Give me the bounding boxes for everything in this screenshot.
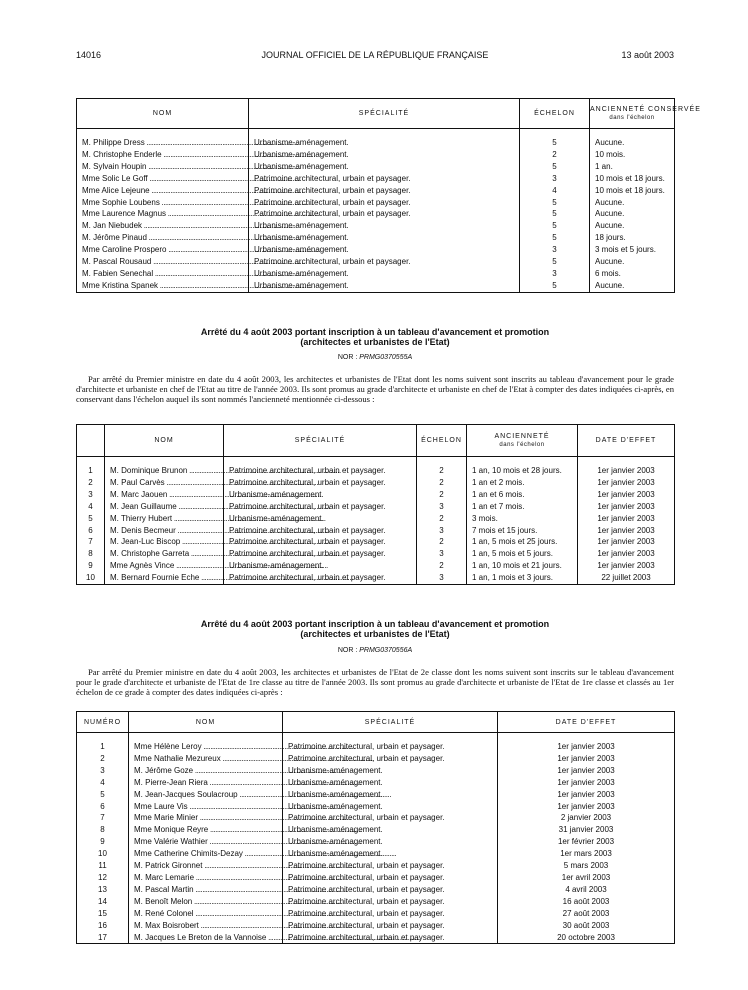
- cell-anciennete: 1 an, 1 mois et 3 jours.: [467, 572, 578, 584]
- cell-nom: M. Patrick Gironnet .....: [129, 860, 283, 872]
- col-header-echelon: ÉCHELON: [417, 425, 467, 457]
- table-row: [77, 208, 675, 220]
- table-row: [77, 197, 675, 209]
- cell-specialite: Patrimoine architectural, urbain et paysager.: [283, 884, 498, 896]
- table-row: [77, 812, 675, 824]
- spacer-cell: [77, 457, 105, 466]
- cell-echelon: 5: [520, 161, 590, 173]
- cell-specialite: Urbanisme-aménagement.: [224, 489, 417, 501]
- cell-date: 1er février 2003: [498, 836, 675, 848]
- cell-echelon: 5: [520, 208, 590, 220]
- cell-echelon: 2: [417, 489, 467, 501]
- cell-echelon: 5: [520, 220, 590, 232]
- cell-specialite: Urbanisme-aménagement.: [249, 137, 520, 149]
- cell-date: 4 avril 2003: [498, 884, 675, 896]
- cell-nom: Mme Laure Vis .....: [129, 801, 283, 813]
- cell-nom: M. Sylvain Houpin .....: [77, 161, 249, 173]
- cell-num: 16: [77, 920, 129, 932]
- table-row: [77, 137, 675, 149]
- cell-anciennete: 10 mois et 18 jours.: [590, 173, 675, 185]
- cell-nom: Mme Hélène Leroy .....: [129, 741, 283, 753]
- page-number: 14016: [76, 50, 102, 60]
- cell-nom: M. René Colonel .....: [129, 908, 283, 920]
- cell-specialite: Urbanisme-aménagement.: [283, 777, 498, 789]
- spacer-cell: [520, 129, 590, 138]
- nor-label: NOR :: [337, 354, 358, 361]
- cell-num: 7: [77, 536, 105, 548]
- cell-echelon: 3: [417, 501, 467, 513]
- spacer-cell: [578, 457, 675, 466]
- table-row: [77, 765, 675, 777]
- col-header-numero: NUMÉRO: [77, 712, 129, 733]
- cell-date: 30 août 2003: [498, 920, 675, 932]
- cell-specialite: Urbanisme-aménagement.: [283, 824, 498, 836]
- table-row: [77, 149, 675, 161]
- cell-num: 2: [77, 753, 129, 765]
- table-row: [77, 741, 675, 753]
- col-header-nom: NOM: [105, 425, 224, 457]
- cell-num: 14: [77, 896, 129, 908]
- table-row: [77, 220, 675, 232]
- col-header-nom: NOM: [77, 99, 249, 129]
- cell-num: 1: [77, 465, 105, 477]
- cell-nom: Mme Solic Le Goff .....: [77, 173, 249, 185]
- cell-anciennete: 1 an.: [590, 161, 675, 173]
- col-header-num: [77, 425, 105, 457]
- cell-specialite: Urbanisme-aménagement.: [249, 220, 520, 232]
- table-row: [77, 789, 675, 801]
- table-row: [77, 896, 675, 908]
- spacer-cell: [77, 129, 249, 138]
- table-row: [77, 836, 675, 848]
- cell-specialite: Patrimoine architectural, urbain et paysager.: [224, 536, 417, 548]
- cell-nom: Mme Marie Minier .....: [129, 812, 283, 824]
- cell-date: 2 janvier 2003: [498, 812, 675, 824]
- cell-echelon: 3: [417, 572, 467, 584]
- cell-anciennete: 1 an et 6 mois.: [467, 489, 578, 501]
- cell-anciennete: 1 an, 10 mois et 28 jours.: [467, 465, 578, 477]
- section3-title: [76, 619, 674, 639]
- table-row: [77, 244, 675, 256]
- cell-date: 5 mars 2003: [498, 860, 675, 872]
- cell-echelon: 3: [520, 268, 590, 280]
- cell-anciennete: 7 mois et 15 jours.: [467, 525, 578, 537]
- col-header-echelon: ÉCHELON: [520, 99, 590, 129]
- cell-specialite: Patrimoine architectural, urbain et paysager.: [283, 896, 498, 908]
- cell-nom: Mme Sophie Loubens .....: [77, 197, 249, 209]
- cell-num: 11: [77, 860, 129, 872]
- cell-date: 22 juillet 2003: [578, 572, 675, 584]
- cell-date: 1er janvier 2003: [578, 525, 675, 537]
- cell-num: 9: [77, 560, 105, 572]
- cell-specialite: Patrimoine architectural, urbain et paysager.: [283, 908, 498, 920]
- cell-date: 1er janvier 2003: [498, 789, 675, 801]
- cell-nom: M. Thierry Hubert .....: [105, 513, 224, 525]
- cell-specialite: Urbanisme-aménagement.: [249, 149, 520, 161]
- table-row: [77, 884, 675, 896]
- cell-date: 1er janvier 2003: [578, 513, 675, 525]
- cell-nom: M. Dominique Brunon .....: [105, 465, 224, 477]
- table-row: [77, 872, 675, 884]
- cell-anciennete: Aucune.: [590, 197, 675, 209]
- section2-title-line2: (architectes et urbanistes de l'Etat): [300, 337, 450, 347]
- section3-title-line1: Arrêté du 4 août 2003 portant inscription à un tableau d'avancement et promotion: [200, 619, 550, 629]
- cell-num: 5: [77, 513, 105, 525]
- cell-nom: M. Jacques Le Breton de la Vannoise .....: [129, 932, 283, 944]
- cell-specialite: Patrimoine architectural, urbain et paysager.: [249, 256, 520, 268]
- cell-specialite: Urbanisme-aménagement.: [283, 789, 498, 801]
- spacer-cell: [283, 733, 498, 742]
- table-row: [77, 560, 675, 572]
- cell-date: 27 août 2003: [498, 908, 675, 920]
- cell-echelon: 2: [417, 513, 467, 525]
- cell-specialite: Urbanisme-aménagement.: [283, 765, 498, 777]
- table-row: [77, 932, 675, 944]
- cell-nom: M. Jérôme Goze .....: [129, 765, 283, 777]
- cell-specialite: Patrimoine architectural, urbain et paysager.: [224, 525, 417, 537]
- table-row: [77, 477, 675, 489]
- spacer-cell: [417, 457, 467, 466]
- table-promotion-chef: [76, 424, 675, 585]
- table1-body: [77, 129, 675, 293]
- cell-anciennete: Aucune.: [590, 137, 675, 149]
- cell-nom: M. Pierre-Jean Riera .....: [129, 777, 283, 789]
- table2-body: [77, 457, 675, 585]
- cell-date: 16 août 2003: [498, 896, 675, 908]
- cell-nom: M. Marc Jaouen .....: [105, 489, 224, 501]
- cell-specialite: Patrimoine architectural, urbain et paysager.: [283, 812, 498, 824]
- cell-num: 9: [77, 836, 129, 848]
- cell-anciennete: Aucune.: [590, 220, 675, 232]
- table-row: [77, 513, 675, 525]
- cell-specialite: Patrimoine architectural, urbain et paysager.: [224, 477, 417, 489]
- cell-date: 1er janvier 2003: [578, 548, 675, 560]
- cell-specialite: Patrimoine architectural, urbain et paysager.: [283, 741, 498, 753]
- table-anciennete-conservee: [76, 98, 701, 293]
- cell-date: 1er janvier 2003: [498, 777, 675, 789]
- cell-num: 4: [77, 501, 105, 513]
- cell-nom: Mme Kristina Spanek .....: [77, 280, 249, 292]
- nor-code: PRMG0370555A: [359, 354, 413, 361]
- cell-anciennete: 1 an, 5 mois et 5 jours.: [467, 548, 578, 560]
- table-row: [77, 232, 675, 244]
- spacer-cell: [498, 733, 675, 742]
- cell-specialite: Patrimoine architectural, urbain et paysager.: [283, 860, 498, 872]
- cell-date: 1er janvier 2003: [578, 560, 675, 572]
- col-header-specialite: SPÉCIALITÉ: [283, 712, 498, 733]
- table-row: [77, 548, 675, 560]
- cell-nom: M. Benoît Melon .....: [129, 896, 283, 908]
- spacer-cell: [590, 129, 675, 138]
- cell-nom: M. Christophe Enderle .....: [77, 149, 249, 161]
- cell-num: 13: [77, 884, 129, 896]
- cell-specialite: Urbanisme-aménagement.: [249, 244, 520, 256]
- cell-num: 3: [77, 489, 105, 501]
- cell-num: 8: [77, 824, 129, 836]
- cell-specialite: Patrimoine architectural, urbain et paysager.: [283, 753, 498, 765]
- col-header-anciennete: ANCIENNETÉ dans l'échelon: [467, 425, 578, 457]
- cell-specialite: Patrimoine architectural, urbain et paysager.: [283, 920, 498, 932]
- cell-date: 1er janvier 2003: [498, 741, 675, 753]
- cell-num: 4: [77, 777, 129, 789]
- cell-anciennete: 1 an, 5 mois et 25 jours.: [467, 536, 578, 548]
- cell-num: 1: [77, 741, 129, 753]
- spacer-cell: [105, 457, 224, 466]
- cell-date: 1er janvier 2003: [498, 765, 675, 777]
- spacer-cell: [249, 129, 520, 138]
- cell-date: 1er janvier 2003: [578, 477, 675, 489]
- cell-specialite: Urbanisme-aménagement.: [224, 513, 417, 525]
- table-row: [77, 465, 675, 477]
- table-row: [77, 525, 675, 537]
- nor-code: PRMG0370556A: [359, 647, 413, 654]
- cell-date: 1er janvier 2003: [578, 536, 675, 548]
- cell-date: 1er avril 2003: [498, 872, 675, 884]
- section2-nor: [76, 354, 674, 361]
- cell-specialite: Urbanisme-aménagement.: [249, 280, 520, 292]
- cell-specialite: Patrimoine architectural, urbain et paysager.: [283, 872, 498, 884]
- cell-specialite: Patrimoine architectural, urbain et paysager.: [283, 932, 498, 944]
- table-promotion-1re-classe: [76, 711, 675, 944]
- cell-num: 2: [77, 477, 105, 489]
- col-header-specialite: SPÉCIALITÉ: [249, 99, 520, 129]
- cell-specialite: Urbanisme-aménagement.: [249, 161, 520, 173]
- cell-echelon: 5: [520, 280, 590, 292]
- table-row: [77, 489, 675, 501]
- table3-body: [77, 733, 675, 944]
- cell-specialite: Patrimoine architectural, urbain et paysager.: [224, 572, 417, 584]
- section3-title-line2: (architectes et urbanistes de l'Etat): [300, 629, 450, 639]
- cell-date: 1er janvier 2003: [578, 501, 675, 513]
- cell-date: 1er mars 2003: [498, 848, 675, 860]
- table-row: [77, 801, 675, 813]
- cell-nom: M. Jean-Jacques Soulacroup .....: [129, 789, 283, 801]
- cell-num: 15: [77, 908, 129, 920]
- cell-nom: M. Philippe Dress .....: [77, 137, 249, 149]
- cell-date: 1er janvier 2003: [498, 801, 675, 813]
- cell-date: 31 janvier 2003: [498, 824, 675, 836]
- issue-date: 13 août 2003: [621, 50, 674, 60]
- spacer-row: [77, 129, 675, 138]
- table-row: [77, 268, 675, 280]
- cell-echelon: 2: [417, 465, 467, 477]
- cell-echelon: 2: [417, 536, 467, 548]
- table-row: [77, 860, 675, 872]
- table-row: [77, 920, 675, 932]
- cell-anciennete: Aucune.: [590, 208, 675, 220]
- col-header-anciennete: ANCIENNETÉ CONSERVÉE dans l'échelon: [590, 99, 675, 129]
- cell-specialite: Urbanisme-aménagement.: [224, 560, 417, 572]
- table-row: [77, 572, 675, 584]
- cell-date: 1er janvier 2003: [578, 489, 675, 501]
- page-header: [76, 50, 674, 62]
- cell-echelon: 4: [520, 185, 590, 197]
- cell-nom: Mme Catherine Chimits-Dezay .....: [129, 848, 283, 860]
- table-row: [77, 536, 675, 548]
- cell-num: 10: [77, 572, 105, 584]
- cell-num: 6: [77, 801, 129, 813]
- cell-nom: Mme Alice Lejeune .....: [77, 185, 249, 197]
- section2-title: [76, 327, 674, 347]
- cell-anciennete: Aucune.: [590, 280, 675, 292]
- spacer-cell: [129, 733, 283, 742]
- cell-nom: M. Jan Niebudek .....: [77, 220, 249, 232]
- cell-num: 6: [77, 525, 105, 537]
- cell-num: 12: [77, 872, 129, 884]
- cell-nom: Mme Monique Reyre .....: [129, 824, 283, 836]
- cell-num: 10: [77, 848, 129, 860]
- section2-paragraph: Par arrêté du Premier ministre en date du 4 août 2003, les architectes et urbanistes de l'Etat dont les noms suivent sont inscrits au tableau d'avancement pour le grade d'architecte et urbaniste en chef de l'Etat au titre de l'année 2003. Ils sont promus au grade d'architecte et urbaniste en chef de l'Etat à compter des dates indiquées ci-après, en conservant dans l'échelon auquel ils sont nommés l'ancienneté mentionnée ci-dessous :: [76, 374, 674, 404]
- cell-date: 1er janvier 2003: [498, 753, 675, 765]
- cell-specialite: Patrimoine architectural, urbain et paysager.: [224, 465, 417, 477]
- cell-num: 8: [77, 548, 105, 560]
- cell-nom: M. Marc Lemarie .....: [129, 872, 283, 884]
- cell-nom: Mme Valérie Wathier .....: [129, 836, 283, 848]
- spacer-cell: [224, 457, 417, 466]
- cell-num: 17: [77, 932, 129, 944]
- cell-nom: M. Bernard Fournie Eche .....: [105, 572, 224, 584]
- cell-anciennete: 1 an et 7 mois.: [467, 501, 578, 513]
- cell-nom: M. Pascal Rousaud .....: [77, 256, 249, 268]
- cell-nom: M. Pascal Martin .....: [129, 884, 283, 896]
- cell-nom: M. Jean-Luc Biscop .....: [105, 536, 224, 548]
- cell-specialite: Patrimoine architectural, urbain et paysager.: [224, 501, 417, 513]
- table-row: [77, 824, 675, 836]
- cell-nom: Mme Caroline Prospero .....: [77, 244, 249, 256]
- section2-title-line1: Arrêté du 4 août 2003 portant inscription à un tableau d'avancement et promotion: [200, 327, 550, 337]
- cell-anciennete: 3 mois et 5 jours.: [590, 244, 675, 256]
- col-header-date: DATE D'EFFET: [498, 712, 675, 733]
- cell-nom: M. Denis Becmeur .....: [105, 525, 224, 537]
- cell-nom: Mme Agnès Vince .....: [105, 560, 224, 572]
- cell-specialite: Patrimoine architectural, urbain et paysager.: [249, 197, 520, 209]
- table-row: [77, 280, 675, 292]
- cell-echelon: 5: [520, 197, 590, 209]
- cell-specialite: Urbanisme-aménagement.: [249, 232, 520, 244]
- cell-specialite: Patrimoine architectural, urbain et paysager.: [249, 185, 520, 197]
- table-row: [77, 777, 675, 789]
- col-header-date: DATE D'EFFET: [578, 425, 675, 457]
- cell-echelon: 5: [520, 232, 590, 244]
- cell-nom: M. Max Boisrobert .....: [129, 920, 283, 932]
- spacer-cell: [77, 733, 129, 742]
- cell-echelon: 3: [417, 525, 467, 537]
- cell-nom: Mme Nathalie Mezureux .....: [129, 753, 283, 765]
- cell-anciennete: 1 an et 2 mois.: [467, 477, 578, 489]
- table-row: [77, 501, 675, 513]
- journal-title: JOURNAL OFFICIEL DE LA RÉPUBLIQUE FRANÇAISE: [261, 50, 489, 60]
- cell-nom: M. Jean Guillaume .....: [105, 501, 224, 513]
- cell-date: 20 octobre 2003: [498, 932, 675, 944]
- cell-nom: Mme Laurence Magnus .....: [77, 208, 249, 220]
- cell-num: 7: [77, 812, 129, 824]
- table-row: [77, 848, 675, 860]
- cell-anciennete: Aucune.: [590, 256, 675, 268]
- cell-anciennete: 3 mois.: [467, 513, 578, 525]
- spacer-row: [77, 733, 675, 742]
- cell-specialite: Urbanisme-aménagement.: [283, 848, 498, 860]
- section3-nor: [76, 647, 674, 654]
- col-header-nom: NOM: [129, 712, 283, 733]
- cell-anciennete: 10 mois et 18 jours.: [590, 185, 675, 197]
- cell-nom: M. Jérôme Pinaud .....: [77, 232, 249, 244]
- cell-specialite: Patrimoine architectural, urbain et paysager.: [249, 208, 520, 220]
- cell-date: 1er janvier 2003: [578, 465, 675, 477]
- cell-anciennete: 18 jours.: [590, 232, 675, 244]
- cell-echelon: 3: [417, 548, 467, 560]
- cell-echelon: 2: [417, 477, 467, 489]
- nor-label: NOR :: [337, 647, 358, 654]
- cell-specialite: Urbanisme-aménagement.: [283, 836, 498, 848]
- cell-nom: M. Paul Carvès .....: [105, 477, 224, 489]
- table-row: [77, 173, 675, 185]
- cell-echelon: 2: [417, 560, 467, 572]
- table-row: [77, 161, 675, 173]
- spacer-cell: [467, 457, 578, 466]
- cell-echelon: 5: [520, 256, 590, 268]
- table-row: [77, 256, 675, 268]
- spacer-row: [77, 457, 675, 466]
- col-header-specialite: SPÉCIALITÉ: [224, 425, 417, 457]
- cell-anciennete: 1 an, 10 mois et 21 jours.: [467, 560, 578, 572]
- table-row: [77, 908, 675, 920]
- cell-anciennete: 10 mois.: [590, 149, 675, 161]
- section3-paragraph: Par arrêté du Premier ministre en date du 4 août 2003, les architectes et urbanistes de l'Etat de 2e classe dont les noms suivent sont inscrits sur le tableau d'avancement pour le grade d'architecte et urbaniste de l'Etat de 1re classe au titre de l'année 2003. Ils sont promus au grade d'architecte et urbaniste de l'Etat de 1re classe et classés au 1er échelon de ce grade à compter des dates indiquées ci-après :: [76, 667, 674, 697]
- cell-specialite: Patrimoine architectural, urbain et paysager.: [224, 548, 417, 560]
- cell-specialite: Urbanisme-aménagement.: [249, 268, 520, 280]
- cell-nom: M. Christophe Garreta .....: [105, 548, 224, 560]
- cell-echelon: 5: [520, 137, 590, 149]
- cell-specialite: Urbanisme-aménagement.: [283, 801, 498, 813]
- cell-echelon: 2: [520, 149, 590, 161]
- cell-specialite: Patrimoine architectural, urbain et paysager.: [249, 173, 520, 185]
- cell-nom: M. Fabien Senechal .....: [77, 268, 249, 280]
- cell-num: 5: [77, 789, 129, 801]
- cell-echelon: 3: [520, 244, 590, 256]
- cell-echelon: 3: [520, 173, 590, 185]
- cell-num: 3: [77, 765, 129, 777]
- table-row: [77, 753, 675, 765]
- table-row: [77, 185, 675, 197]
- cell-anciennete: 6 mois.: [590, 268, 675, 280]
